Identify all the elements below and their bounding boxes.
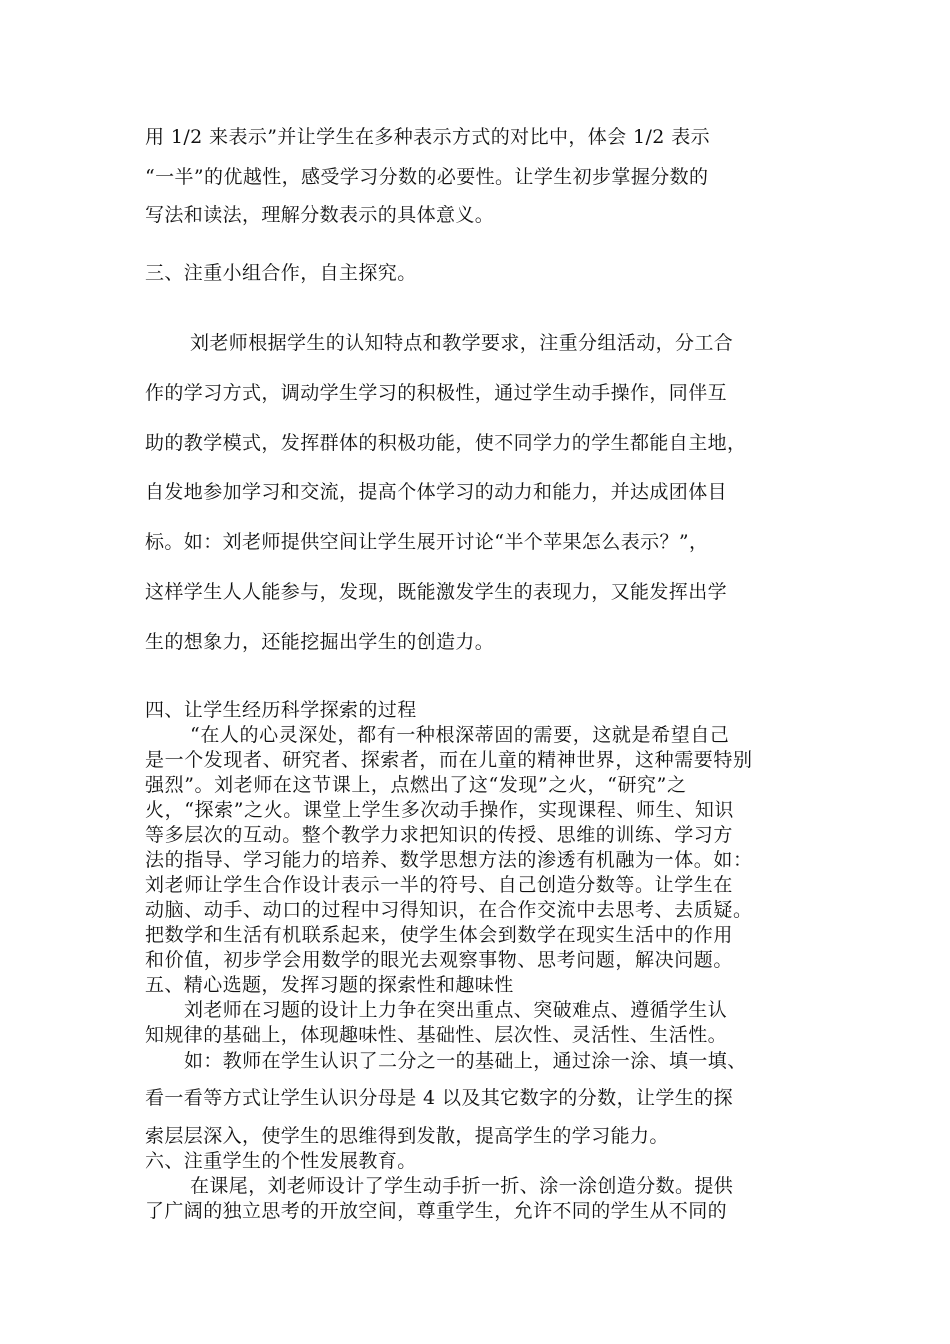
paragraph-line: 了广阔的独立思考的开放空间，尊重学生，允许不同的学生从不同的 xyxy=(145,1200,728,1222)
paragraph-line: 在课尾，刘老师设计了学生动手折一折、涂一涂创造分数。提供 xyxy=(190,1175,734,1197)
paragraph-line: 法的指导、学习能力的培养、数学思想方法的渗透有机融为一体。如： xyxy=(145,849,753,871)
paragraph-line: “一半”的优越性，感受学习分数的必要性。让学生初步掌握分数的 xyxy=(145,166,709,188)
paragraph-line: 作的学习方式，调动学生学习的积极性，通过学生动手操作，同伴互 xyxy=(145,382,728,404)
paragraph-line: 这样学生人人能参与，发现，既能激发学生的表现力，又能发挥出学 xyxy=(145,581,728,603)
paragraph-line: 刘老师在习题的设计上力争在突出重点、突破难点、遵循学生认 xyxy=(184,999,728,1021)
section-heading-6: 六、注重学生的个性发展教育。 xyxy=(145,1150,417,1172)
paragraph-line: 和价值，初步学会用数学的眼光去观察事物、思考问题，解决问题。 xyxy=(145,949,734,971)
paragraph-line: 写法和读法，理解分数表示的具体意义。 xyxy=(145,204,495,226)
paragraph-line: 标。如：刘老师提供空间让学生展开讨论“半个苹果怎么表示？”， xyxy=(145,531,709,553)
paragraph-line: 是一个发现者、研究者、探索者，而在儿童的精神世界，这种需要特别 xyxy=(145,749,753,771)
paragraph-line: 索层层深入，使学生的思维得到发散，提高学生的学习能力。 xyxy=(145,1125,669,1147)
paragraph-line: 把数学和生活有机联系起来，使学生体会到数学在现实生活中的作用 xyxy=(145,924,734,946)
paragraph-line: 用 1/2 来表示”并让学生在多种表示方式的对比中，体会 1/2 表示 xyxy=(145,126,711,148)
paragraph-line: 强烈”。刘老师在这节课上，点燃出了这“发现”之火，“研究”之 xyxy=(145,774,687,796)
paragraph-line: 刘老师让学生合作设计表示一半的符号、自己创造分数等。让学生在 xyxy=(145,874,734,896)
paragraph-line: 知规律的基础上，体现趣味性、基础性、层次性、灵活性、生活性。 xyxy=(145,1024,728,1046)
paragraph-line: “在人的心灵深处，都有一种根深蒂固的需要，这就是希望自己 xyxy=(190,724,730,746)
paragraph-line: 看一看等方式让学生认识分母是 4 以及其它数字的分数，让学生的探 xyxy=(145,1087,733,1109)
paragraph-line: 自发地参加学习和交流，提高个体学习的动力和能力，并达成团体目 xyxy=(145,481,728,503)
section-heading-5: 五、精心选题，发挥习题的探索性和趣味性 xyxy=(145,974,514,996)
paragraph-line: 助的教学模式，发挥群体的积极功能，使不同学力的学生都能自主地， xyxy=(145,432,747,454)
paragraph-line: 等多层次的互动。整个教学力求把知识的传授、思维的训练、学习方 xyxy=(145,824,734,846)
section-heading-4: 四、让学生经历科学探索的过程 xyxy=(145,699,417,721)
paragraph-line: 生的想象力，还能挖掘出学生的创造力。 xyxy=(145,631,495,653)
paragraph-line: 火，“探索”之火。课堂上学生多次动手操作，实现课程、师生、知识 xyxy=(145,799,735,821)
paragraph-line: 如：教师在学生认识了二分之一的基础上，通过涂一涂、填一填、 xyxy=(184,1050,747,1072)
section-heading-3: 三、注重小组合作，自主探究。 xyxy=(145,262,417,284)
paragraph-line: 动脑、动手、动口的过程中习得知识，在合作交流中去思考、去质疑。 xyxy=(145,899,753,921)
paragraph-line: 刘老师根据学生的认知特点和教学要求，注重分组活动，分工合 xyxy=(190,332,734,354)
